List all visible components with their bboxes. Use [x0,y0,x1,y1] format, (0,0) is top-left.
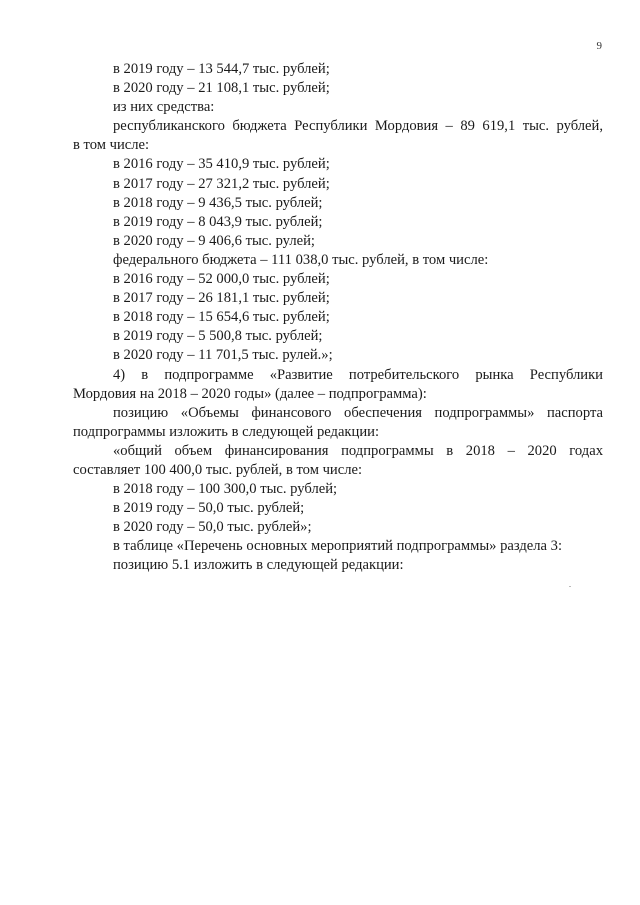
text-line: в 2017 году – 26 181,1 тыс. рублей; [113,290,330,307]
text-line: в 2016 году – 52 000,0 тыс. рублей; [113,271,330,288]
page-number: 9 [596,40,602,52]
text-line: республиканского бюджета Республики Мордовия – 89 619,1 тыс. рублей, [113,118,603,135]
text-line: в 2016 году – 35 410,9 тыс. рублей; [113,156,330,173]
text-line: подпрограммы изложить в следующей редакции: [73,423,380,440]
scan-speck [569,586,571,587]
text-line: в 2019 году – 8 043,9 тыс. рублей; [113,213,323,230]
text-line: составляет 100 400,0 тыс. рублей, в том числе: [73,461,363,478]
text-line: в 2018 году – 100 300,0 тыс. рублей; [113,481,338,498]
document-body [73,60,603,576]
text-line: в 2019 году – 5 500,8 тыс. рублей; [113,328,323,345]
text-line: в 2017 году – 27 321,2 тыс. рублей; [113,175,330,192]
text-line: в таблице «Перечень основных мероприятий подпрограммы» раздела 3: [113,538,563,555]
text-line: в 2020 году – 50,0 тыс. рублей»; [113,519,312,536]
text-line: в 2020 году – 21 108,1 тыс. рублей; [113,80,330,97]
text-line: Мордовия на 2018 – 2020 годы» (далее – подпрограмма): [73,385,427,402]
text-line: в 2020 году – 9 406,6 тыс. рулей; [113,232,315,249]
text-line: в 2018 году – 15 654,6 тыс. рублей; [113,309,330,326]
text-line: в 2019 году – 13 544,7 тыс. рублей; [113,61,330,77]
text-line: позицию 5.1 изложить в следующей редакции: [113,557,404,574]
text-line: в 2018 году – 9 436,5 тыс. рублей; [113,194,323,211]
text-line: из них средства: [113,99,215,116]
text-line: в том числе: [73,137,150,154]
text-line: «общий объем финансирования подпрограммы в 2018 – 2020 годах [113,442,603,459]
text-line: федерального бюджета – 111 038,0 тыс. рублей, в том числе: [113,251,489,268]
text-line: в 2019 году – 50,0 тыс. рублей; [113,500,305,517]
text-line: 4) в подпрограмме «Развитие потребительского рынка Республики [113,366,603,383]
text-line: в 2020 году – 11 701,5 тыс. рулей.»; [113,347,333,364]
text-line: позицию «Объемы финансового обеспечения подпрограммы» паспорта [113,404,603,421]
